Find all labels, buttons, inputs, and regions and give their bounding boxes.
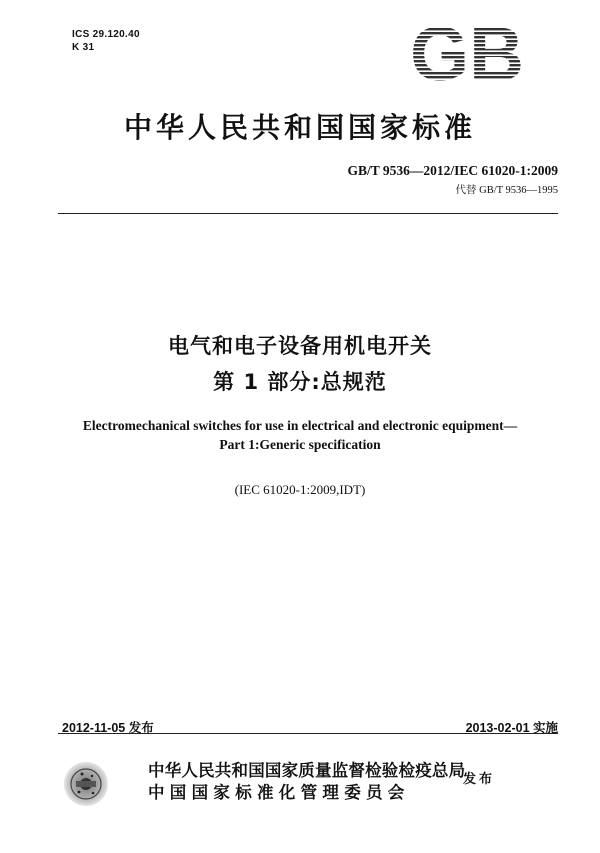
chinese-title-line-2: 第 1 部分:总规范 <box>213 370 387 394</box>
gb-logo <box>400 20 534 88</box>
classification-codes <box>72 28 140 54</box>
document-type-title: 中华人民共和国国家标准 <box>123 111 476 144</box>
bottom-rule <box>58 733 558 734</box>
english-title-line-1: Electromechanical switches for use in electrical and electronic equipment— <box>82 418 518 433</box>
standard-number: GB/T 9536—2012/IEC 61020-1:2009 <box>347 163 558 178</box>
ccs-code: K 31 <box>72 42 95 53</box>
chinese-title-line-1: 电气和电子设备用机电开关 <box>168 334 432 358</box>
top-rule <box>58 213 558 214</box>
issuer-line-1: 中华人民共和国国家质量监督检验检疫总局 <box>148 761 466 780</box>
official-seal-icon <box>62 760 110 808</box>
publish-label: 发布 <box>463 772 496 787</box>
replaces-standard: 代替 GB/T 9536—1995 <box>455 185 558 196</box>
gb-logo-text: GB <box>410 20 524 88</box>
implementation-date: 2013-02-01 实施 <box>465 721 558 735</box>
ics-code: ICS 29.120.40 <box>72 29 140 40</box>
english-title-line-2: Part 1:Generic specification <box>219 437 381 452</box>
issue-date: 2012-11-05 发布 <box>62 721 154 735</box>
issuer-line-2: 中国国家标准化管理委员会 <box>148 783 410 802</box>
equivalence-note: (IEC 61020-1:2009,IDT) <box>234 482 366 497</box>
